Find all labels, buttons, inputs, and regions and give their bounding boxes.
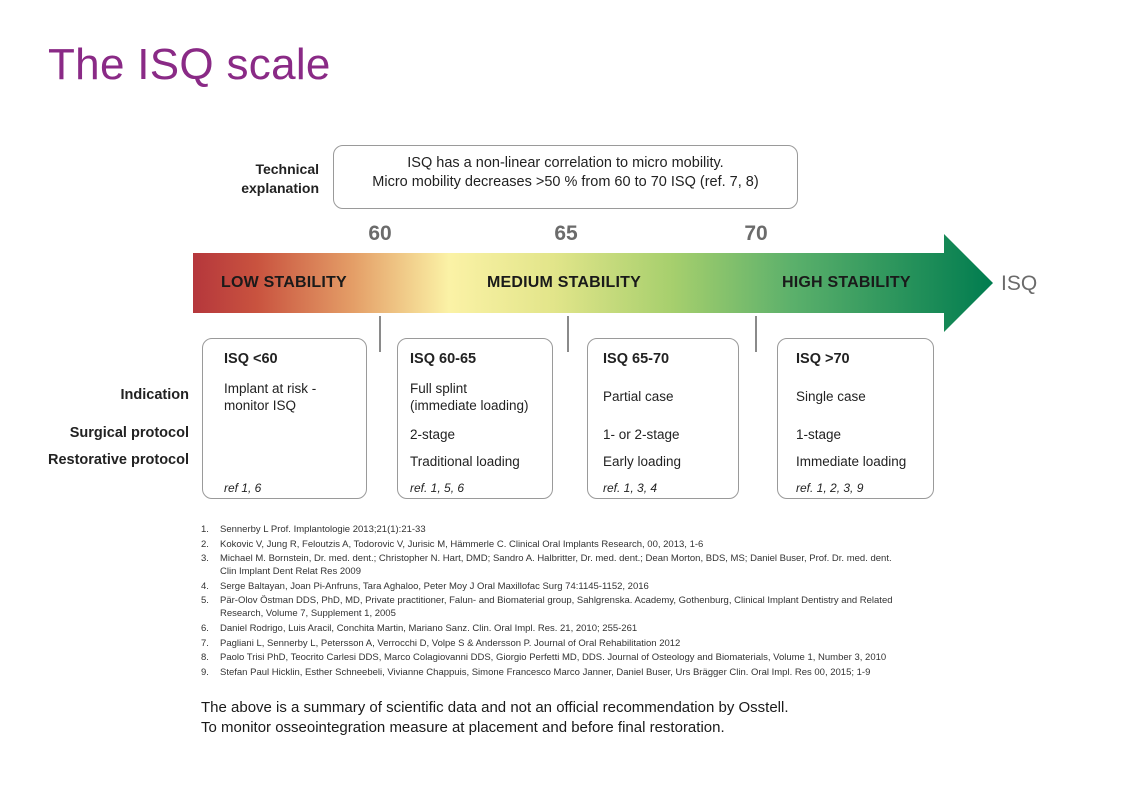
reference-number: 6.	[201, 622, 209, 634]
high-stability-label: HIGH STABILITY	[782, 274, 911, 291]
reference-number: 5.	[201, 595, 209, 607]
tick-label-70: 70	[744, 222, 768, 245]
card-ref: ref 1, 6	[224, 481, 262, 495]
card-heading: ISQ 60-65	[410, 351, 477, 367]
reference-item	[201, 538, 921, 551]
reference-number: 3.	[201, 553, 209, 565]
row-label-surgical: Surgical protocol	[69, 425, 189, 441]
reference-text: Stefan Paul Hicklin, Esther Schneebeli, Vivianne Chappuis, Simone Francesco Marco Janner, Daniel Buser, Urs Brägger Clin. Oral Impl. Res 00, 2015; 1-9	[220, 666, 871, 678]
reference-item	[201, 594, 921, 620]
technical-text-line1: ISQ has a non-linear correlation to micro mobility.	[407, 155, 724, 171]
reference-number: 8.	[201, 652, 209, 664]
reference-number: 9.	[201, 666, 209, 678]
card-indication-line2: monitor ISQ	[224, 398, 297, 413]
low-stability-label: LOW STABILITY	[221, 274, 347, 291]
reference-item	[201, 523, 921, 536]
tick-label-65: 65	[554, 222, 578, 245]
card-surgical: 1-stage	[796, 427, 842, 442]
card-indication-line1: Single case	[796, 389, 866, 404]
disclaimer	[201, 698, 789, 738]
reference-text: Daniel Rodrigo, Luis Aracil, Conchita Martin, Mariano Sanz. Clin. Oral Impl. Res. 21, 2010; 255-261	[220, 622, 638, 634]
reference-text: Sennerby L Prof. Implantologie 2013;21(1):21-33	[220, 524, 426, 535]
card-heading: ISQ >70	[796, 351, 850, 367]
technical-explanation-box	[333, 145, 798, 209]
card-indication-line1: Implant at risk -	[224, 381, 317, 396]
disclaimer-line2: To monitor osseointegration measure at placement and before final restoration.	[201, 719, 725, 736]
reference-text: Pär-Olov Östman DDS, PhD, MD, Private practitioner, Falun- and Biomaterial group, Sahlgrenska. Academy, Gothenburg, Clinical Implant Dentistry and Related	[220, 595, 893, 607]
reference-number: 2.	[201, 538, 209, 550]
reference-text: Serge Baltayan, Joan Pi-Anfruns, Tara Aghaloo, Peter Moy J Oral Maxillofac Surg 74:1145-1152, 2016	[220, 580, 649, 592]
card-ref: ref. 1, 5, 6	[410, 481, 465, 495]
reference-text-continued: Clin Implant Dent Relat Res 2009	[220, 566, 361, 578]
technical-text-line2: Micro mobility decreases >50 % from 60 to 70 ISQ (ref. 7, 8)	[372, 174, 759, 190]
card-surgical: 2-stage	[410, 427, 456, 442]
reference-text: Pagliani L, Sennerby L, Petersson A, Verrocchi D, Volpe S & Andersson P. Journal of Oral Rehabilitation 2012	[220, 637, 681, 649]
page-title: The ISQ scale	[48, 40, 331, 89]
reference-item	[201, 622, 921, 635]
reference-number: 7.	[201, 637, 209, 649]
card-restorative: Immediate loading	[796, 454, 907, 469]
reference-number: 4.	[201, 580, 209, 592]
reference-list	[201, 523, 921, 680]
reference-item	[201, 552, 921, 578]
card-heading: ISQ 65-70	[603, 351, 670, 367]
reference-text-continued: Research, Volume 7, Supplement 1, 2005	[220, 608, 396, 620]
reference-text: Paolo Trisi PhD, Teocrito Carlesi DDS, Marco Colagiovanni DDS, Giorgio Perfetti MD, DDS. Journal of Osteology and Biomaterials, Volume 1, Number 3, 2010	[220, 652, 887, 664]
row-label-restorative: Restorative protocol	[48, 452, 189, 468]
reference-item	[201, 637, 921, 650]
reference-number: 1.	[201, 524, 209, 535]
row-label-indication: Indication	[120, 387, 189, 403]
card-indication-line2: (immediate loading)	[410, 398, 529, 413]
isq-axis-label: ISQ	[1001, 272, 1038, 295]
card-ref: ref. 1, 2, 3, 9	[796, 481, 864, 495]
card-indication-line1: Partial case	[603, 389, 674, 404]
technical-explanation-label	[200, 160, 319, 198]
technical-label-line1: Technical	[255, 161, 319, 177]
card-heading: ISQ <60	[224, 351, 278, 367]
medium-stability-label: MEDIUM STABILITY	[487, 274, 642, 291]
card-isq-60-65	[397, 338, 553, 499]
tick-label-60: 60	[368, 222, 392, 245]
card-indication-line1: Full splint	[410, 381, 468, 396]
card-restorative: Traditional loading	[410, 454, 520, 469]
disclaimer-line1: The above is a summary of scientific data and not an official recommendation by Osstell.	[201, 699, 789, 716]
tick-line-70	[755, 316, 757, 352]
card-restorative: Early loading	[603, 454, 682, 469]
card-isq-above-70	[777, 338, 934, 499]
card-isq-65-70	[587, 338, 739, 499]
reference-text: Kokovic V, Jung R, Feloutzis A, Todorovic V, Jurisic M, Hämmerle C. Clinical Oral Implants Research, 00, 2013, 1-6	[220, 538, 704, 550]
tick-line-60	[379, 316, 381, 352]
tick-line-65	[567, 316, 569, 352]
card-surgical: 1- or 2-stage	[603, 427, 680, 442]
card-ref: ref. 1, 3, 4	[603, 481, 658, 495]
reference-item	[201, 651, 921, 664]
reference-text: Michael M. Bornstein, Dr. med. dent.; Christopher N. Hart, DMD; Sandro A. Halbritter, Dr. med. dent.; Dean Morton, BDS, MS; Daniel Buser, Prof. Dr. med. dent.	[220, 553, 892, 565]
technical-label-line2: explanation	[241, 180, 319, 196]
card-isq-below-60	[202, 338, 367, 499]
reference-item	[201, 580, 921, 593]
reference-item	[201, 666, 921, 679]
